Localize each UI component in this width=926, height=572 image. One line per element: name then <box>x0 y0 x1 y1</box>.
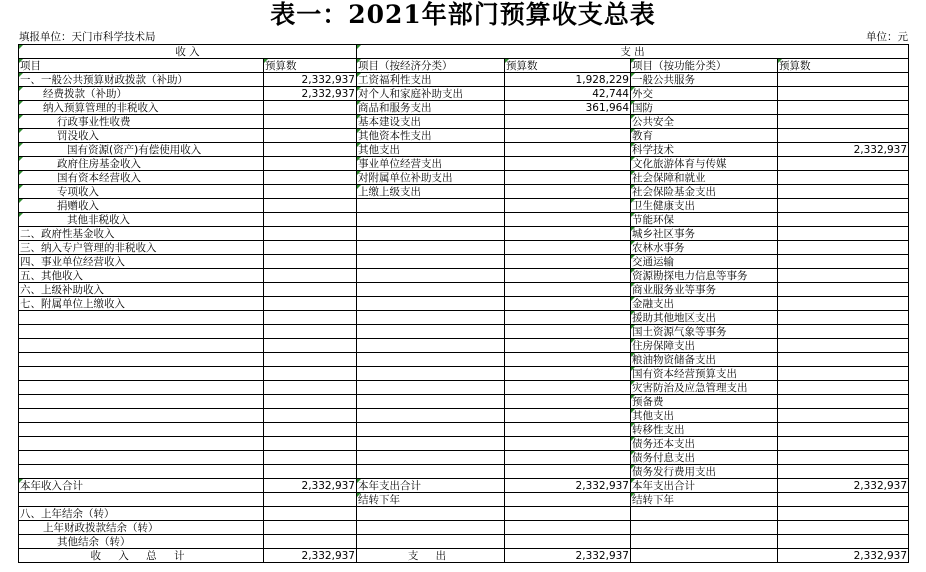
table-row <box>19 283 909 297</box>
econ-budget-cell <box>505 283 631 297</box>
income-item-cell: 专项收入 <box>19 185 264 199</box>
func-item-cell: 节能环保 <box>631 213 778 227</box>
table-row <box>19 255 909 269</box>
table-row <box>19 311 909 325</box>
income-budget-cell <box>264 199 357 213</box>
income-item-cell: 六、上级补助收入 <box>19 283 264 297</box>
func-item-cell: 粮油物资储备支出 <box>631 353 778 367</box>
econ-budget-cell <box>505 395 631 409</box>
income-item-cell <box>19 353 264 367</box>
econ-item-cell <box>357 367 505 381</box>
expense-section-header: 支 出 <box>357 45 909 59</box>
income-budget-cell <box>264 283 357 297</box>
econ-budget-cell <box>505 241 631 255</box>
income-budget-cell <box>264 409 357 423</box>
func-item-cell: 社会保障和就业 <box>631 171 778 185</box>
econ-item-cell <box>357 535 505 549</box>
econ-item-cell <box>357 395 505 409</box>
table-row <box>19 325 909 339</box>
income-budget-cell <box>264 227 357 241</box>
table-row <box>19 535 909 549</box>
econ-budget-cell: 2,332,937 <box>505 479 631 493</box>
func-budget-cell <box>778 297 909 311</box>
func-item-cell: 外交 <box>631 87 778 101</box>
func-item-cell: 灾害防治及应急管理支出 <box>631 381 778 395</box>
income-item-cell <box>19 493 264 507</box>
econ-budget-cell <box>505 339 631 353</box>
func-item-cell: 公共安全 <box>631 115 778 129</box>
func-budget-cell <box>778 213 909 227</box>
econ-budget-cell <box>505 213 631 227</box>
econ-item-header: 项目（按经济分类） <box>357 59 505 73</box>
income-item-cell: 七、附属单位上缴收入 <box>19 297 264 311</box>
econ-budget-cell <box>505 255 631 269</box>
income-budget-cell <box>264 171 357 185</box>
income-budget-cell <box>264 269 357 283</box>
income-item-cell: 四、事业单位经营收入 <box>19 255 264 269</box>
econ-budget-cell: 42,744 <box>505 87 631 101</box>
func-budget-cell <box>778 423 909 437</box>
income-budget-cell <box>264 465 357 479</box>
econ-item-cell <box>357 423 505 437</box>
func-item-cell: 资源勘探电力信息等事务 <box>631 269 778 283</box>
func-item-cell: 教育 <box>631 129 778 143</box>
econ-item-cell <box>357 311 505 325</box>
income-item-cell <box>19 381 264 395</box>
func-item-cell: 转移性支出 <box>631 423 778 437</box>
table-row <box>19 493 909 507</box>
func-item-cell <box>631 521 778 535</box>
econ-item-cell <box>357 465 505 479</box>
econ-budget-cell <box>505 185 631 199</box>
income-item-cell: 八、上年结余（转） <box>19 507 264 521</box>
income-item-cell: 罚没收入 <box>19 129 264 143</box>
table-row <box>19 157 909 171</box>
func-budget-cell <box>778 73 909 87</box>
income-item-cell: 行政事业性收费 <box>19 115 264 129</box>
econ-item-cell <box>357 227 505 241</box>
income-budget-cell <box>264 129 357 143</box>
func-item-cell: 农林水事务 <box>631 241 778 255</box>
econ-budget-cell <box>505 437 631 451</box>
grand-total-row <box>19 549 909 563</box>
income-item-cell: 经费拨款（补助） <box>19 87 264 101</box>
func-item-cell: 本年支出合计 <box>631 479 778 493</box>
table-row <box>19 143 909 157</box>
table-row <box>19 185 909 199</box>
func-item-cell <box>631 535 778 549</box>
income-budget-cell <box>264 213 357 227</box>
econ-item-cell <box>357 199 505 213</box>
func-budget-cell <box>778 451 909 465</box>
func-item-cell: 交通运输 <box>631 255 778 269</box>
econ-budget-cell <box>505 227 631 241</box>
table-row <box>19 395 909 409</box>
econ-budget-cell <box>505 451 631 465</box>
income-budget-cell <box>264 493 357 507</box>
income-item-cell: 上年财政拨款结余（转） <box>19 521 264 535</box>
income-item-cell: 五、其他收入 <box>19 269 264 283</box>
func-item-cell: 国防 <box>631 101 778 115</box>
econ-budget-cell <box>505 367 631 381</box>
econ-item-cell <box>357 507 505 521</box>
func-item-header: 项目（按功能分类） <box>631 59 778 73</box>
table-row <box>19 101 909 115</box>
table-row <box>19 437 909 451</box>
econ-item-cell: 工资福利性支出 <box>357 73 505 87</box>
econ-budget-cell <box>505 325 631 339</box>
func-item-cell: 住房保障支出 <box>631 339 778 353</box>
income-total-label: 收 入 总 计 <box>19 549 264 563</box>
func-budget-cell <box>778 325 909 339</box>
income-item-cell <box>19 325 264 339</box>
table-row <box>19 269 909 283</box>
func-item-cell: 债务还本支出 <box>631 437 778 451</box>
page-title: 表一：2021年部门预算收支总表 <box>270 0 656 29</box>
econ-item-cell: 其他支出 <box>357 143 505 157</box>
econ-budget-cell <box>505 493 631 507</box>
table-row <box>19 367 909 381</box>
income-item-cell <box>19 395 264 409</box>
income-item-cell: 一、一般公共预算财政拨款（补助） <box>19 73 264 87</box>
func-item-cell: 商业服务业等事务 <box>631 283 778 297</box>
econ-item-cell: 商品和服务支出 <box>357 101 505 115</box>
econ-budget-cell <box>505 115 631 129</box>
func-budget-cell <box>778 87 909 101</box>
econ-item-cell: 基本建设支出 <box>357 115 505 129</box>
table-row <box>19 451 909 465</box>
func-budget-cell <box>778 101 909 115</box>
func-budget-cell <box>778 269 909 283</box>
income-item-cell <box>19 409 264 423</box>
income-budget-cell <box>264 395 357 409</box>
func-budget-cell <box>778 115 909 129</box>
income-item-cell: 国有资源(资产)有偿使用收入 <box>19 143 264 157</box>
econ-item-cell <box>357 297 505 311</box>
income-item-cell: 纳入预算管理的非税收入 <box>19 101 264 115</box>
func-budget-cell <box>778 129 909 143</box>
table-row <box>19 381 909 395</box>
econ-item-cell <box>357 521 505 535</box>
func-item-cell: 国土资源气象等事务 <box>631 325 778 339</box>
func-budget-cell <box>778 409 909 423</box>
income-budget-cell <box>264 255 357 269</box>
econ-budget-cell <box>505 157 631 171</box>
econ-budget-cell <box>505 129 631 143</box>
table-row <box>19 339 909 353</box>
econ-budget-cell: 361,964 <box>505 101 631 115</box>
func-item-cell: 债务付息支出 <box>631 451 778 465</box>
income-item-header: 项目 <box>19 59 264 73</box>
income-item-cell: 本年收入合计 <box>19 479 264 493</box>
table-row <box>19 465 909 479</box>
table-row <box>19 199 909 213</box>
income-budget-cell <box>264 535 357 549</box>
func-budget-cell <box>778 157 909 171</box>
income-item-cell <box>19 423 264 437</box>
func-item-cell: 卫生健康支出 <box>631 199 778 213</box>
func-item-cell: 预备费 <box>631 395 778 409</box>
table-row <box>19 129 909 143</box>
econ-item-cell <box>357 255 505 269</box>
income-budget-cell <box>264 325 357 339</box>
func-budget-cell <box>778 367 909 381</box>
func-budget-cell: 2,332,937 <box>778 479 909 493</box>
income-budget-header: 预算数 <box>264 59 357 73</box>
func-item-cell: 一般公共服务 <box>631 73 778 87</box>
table-row <box>19 213 909 227</box>
table-row <box>19 241 909 255</box>
econ-budget-cell <box>505 465 631 479</box>
econ-budget-cell <box>505 521 631 535</box>
income-total-value: 2,332,937 <box>264 549 357 563</box>
econ-item-cell: 对个人和家庭补助支出 <box>357 87 505 101</box>
func-item-cell: 债务发行费用支出 <box>631 465 778 479</box>
income-budget-cell <box>264 353 357 367</box>
table-row <box>19 227 909 241</box>
table-row <box>19 423 909 437</box>
income-budget-cell: 2,332,937 <box>264 73 357 87</box>
func-budget-cell <box>778 381 909 395</box>
income-budget-cell <box>264 157 357 171</box>
func-budget-cell <box>778 185 909 199</box>
income-item-cell <box>19 437 264 451</box>
econ-budget-cell <box>505 311 631 325</box>
econ-item-cell <box>357 325 505 339</box>
func-budget-cell <box>778 493 909 507</box>
income-item-cell <box>19 339 264 353</box>
income-item-cell <box>19 311 264 325</box>
econ-item-cell: 本年支出合计 <box>357 479 505 493</box>
func-item-cell: 国有资本经营预算支出 <box>631 367 778 381</box>
income-item-cell <box>19 465 264 479</box>
func-item-cell: 文化旅游体育与传媒 <box>631 157 778 171</box>
func-budget-cell <box>778 339 909 353</box>
econ-budget-cell <box>505 423 631 437</box>
econ-budget-cell <box>505 409 631 423</box>
econ-item-cell <box>357 213 505 227</box>
income-budget-cell <box>264 423 357 437</box>
func-budget-cell: 2,332,937 <box>778 143 909 157</box>
econ-budget-header: 预算数 <box>505 59 631 73</box>
econ-item-cell: 结转下年 <box>357 493 505 507</box>
econ-item-cell <box>357 437 505 451</box>
econ-budget-cell <box>505 535 631 549</box>
func-total-value: 2,332,937 <box>778 549 909 563</box>
econ-item-cell <box>357 283 505 297</box>
income-item-cell: 捐赠收入 <box>19 199 264 213</box>
func-budget-cell <box>778 353 909 367</box>
econ-budget-cell <box>505 269 631 283</box>
func-budget-cell <box>778 395 909 409</box>
func-budget-cell <box>778 535 909 549</box>
func-budget-cell <box>778 171 909 185</box>
currency-unit: 单位：元 <box>866 31 908 43</box>
expense-total-label: 支 出 <box>357 549 505 563</box>
table-row <box>19 507 909 521</box>
econ-budget-cell <box>505 381 631 395</box>
func-item-cell: 其他支出 <box>631 409 778 423</box>
income-item-cell <box>19 367 264 381</box>
income-item-cell: 其他非税收入 <box>19 213 264 227</box>
func-item-cell: 科学技术 <box>631 143 778 157</box>
econ-item-cell <box>357 451 505 465</box>
func-item-cell: 结转下年 <box>631 493 778 507</box>
econ-item-cell: 对附属单位补助支出 <box>357 171 505 185</box>
income-item-cell: 二、政府性基金收入 <box>19 227 264 241</box>
func-budget-cell <box>778 227 909 241</box>
income-budget-cell <box>264 297 357 311</box>
econ-item-cell <box>357 269 505 283</box>
econ-budget-cell <box>505 353 631 367</box>
econ-item-cell: 上缴上级支出 <box>357 185 505 199</box>
income-budget-cell: 2,332,937 <box>264 87 357 101</box>
econ-item-cell <box>357 381 505 395</box>
income-budget-cell <box>264 241 357 255</box>
econ-item-cell <box>357 353 505 367</box>
income-budget-cell <box>264 143 357 157</box>
func-budget-cell <box>778 521 909 535</box>
column-header-row <box>19 59 909 73</box>
income-item-cell: 政府住房基金收入 <box>19 157 264 171</box>
table-row <box>19 521 909 535</box>
econ-item-cell <box>357 339 505 353</box>
table-row <box>19 87 909 101</box>
econ-budget-cell <box>505 143 631 157</box>
econ-budget-cell <box>505 199 631 213</box>
func-budget-header: 预算数 <box>778 59 909 73</box>
econ-item-cell: 其他资本性支出 <box>357 129 505 143</box>
income-budget-cell <box>264 381 357 395</box>
econ-budget-cell <box>505 507 631 521</box>
income-item-cell: 三、纳入专户管理的非税收入 <box>19 241 264 255</box>
func-item-cell: 社会保险基金支出 <box>631 185 778 199</box>
income-budget-cell <box>264 185 357 199</box>
table-row <box>19 73 909 87</box>
econ-budget-cell <box>505 171 631 185</box>
func-item-cell: 援助其他地区支出 <box>631 311 778 325</box>
income-budget-cell <box>264 101 357 115</box>
table-row <box>19 115 909 129</box>
econ-budget-cell <box>505 297 631 311</box>
func-item-cell: 金融支出 <box>631 297 778 311</box>
income-budget-cell <box>264 451 357 465</box>
income-item-cell: 其他结余（转） <box>19 535 264 549</box>
income-budget-cell <box>264 311 357 325</box>
func-budget-cell <box>778 255 909 269</box>
income-budget-cell <box>264 521 357 535</box>
income-budget-cell: 2,332,937 <box>264 479 357 493</box>
func-budget-cell <box>778 241 909 255</box>
income-budget-cell <box>264 507 357 521</box>
func-item-cell: 城乡社区事务 <box>631 227 778 241</box>
expense-total-value: 2,332,937 <box>505 549 631 563</box>
func-budget-cell <box>778 437 909 451</box>
income-item-cell <box>19 451 264 465</box>
reporting-unit: 填报单位：天门市科学技术局 <box>19 31 156 43</box>
func-budget-cell <box>778 465 909 479</box>
income-budget-cell <box>264 437 357 451</box>
func-total-label <box>631 549 778 563</box>
table-row <box>19 297 909 311</box>
econ-budget-cell: 1,928,229 <box>505 73 631 87</box>
table-row <box>19 171 909 185</box>
budget-table <box>18 44 909 563</box>
income-item-cell: 国有资本经营收入 <box>19 171 264 185</box>
table-row <box>19 479 909 493</box>
func-budget-cell <box>778 507 909 521</box>
func-item-cell <box>631 507 778 521</box>
income-budget-cell <box>264 339 357 353</box>
econ-item-cell: 事业单位经营支出 <box>357 157 505 171</box>
func-budget-cell <box>778 283 909 297</box>
income-budget-cell <box>264 115 357 129</box>
table-row <box>19 353 909 367</box>
func-budget-cell <box>778 311 909 325</box>
table-row <box>19 409 909 423</box>
section-header-row <box>19 45 909 59</box>
func-budget-cell <box>778 199 909 213</box>
income-section-header: 收 入 <box>19 45 357 59</box>
income-budget-cell <box>264 367 357 381</box>
econ-item-cell <box>357 241 505 255</box>
econ-item-cell <box>357 409 505 423</box>
